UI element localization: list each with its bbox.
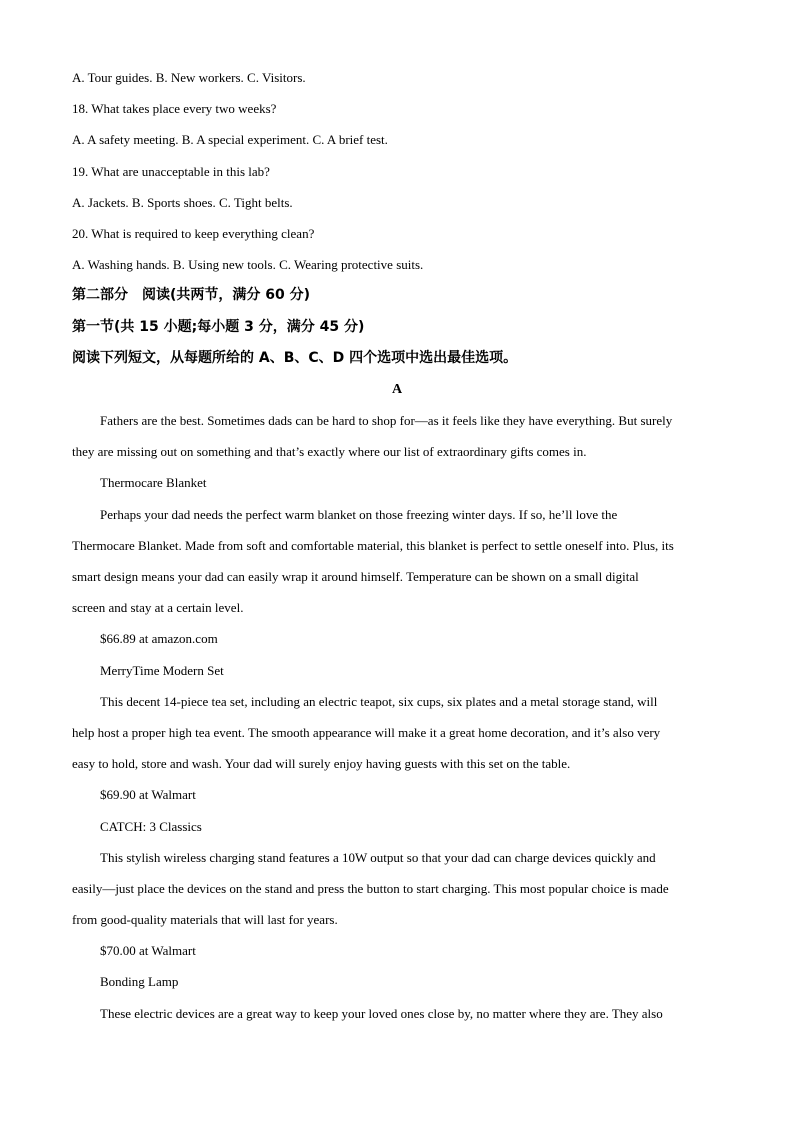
question-18-options: A. A safety meeting. B. A special experiment. C. A brief test. [72,132,388,148]
question-17-options: A. Tour guides. B. New workers. C. Visitors. [72,70,306,85]
item-2-name: MerryTime Modern Set [100,662,224,678]
passage-label: A [391,381,403,397]
item-1-line-1: Perhaps your dad needs the perfect warm blanket on those freezing winter days. If so, he’ll love the [100,506,618,522]
item-3-price: $70.00 at Walmart [100,943,196,959]
item-2-line-2: help host a proper high tea event. The smooth appearance will make it a great home decoration, and it’s also very [72,724,661,740]
question-19: 19. What are unacceptable in this lab? [72,163,270,179]
item-1-price: $66.89 at amazon.com [100,631,218,647]
item-3-line-1: This stylish wireless charging stand features a 10W output so that your dad can charge devices quickly and [100,849,656,865]
item-4-line-1: These electric devices are a great way to keep your loved ones close by, no matter where they are. They also [100,1005,663,1021]
document-page [72,62,722,1029]
item-2-line-1: This decent 14-piece tea set, including an electric teapot, six cups, six plates and a metal storage stand, will [100,693,658,709]
item-1-line-4: screen and stay at a certain level. [72,600,244,616]
item-4-name: Bonding Lamp [100,974,179,990]
item-3-line-2: easily—just place the devices on the stand and press the button to start charging. This most popular choice is made [72,880,669,896]
question-20: 20. What is required to keep everything clean? [72,225,315,241]
question-20-options: A. Washing hands. B. Using new tools. C. Wearing protective suits. [72,257,424,273]
item-1-line-3: smart design means your dad can easily wrap it around himself. Temperature can be shown on a small digital [72,569,639,584]
question-19-options: A. Jackets. B. Sports shoes. C. Tight belts. [72,194,293,210]
item-1-name: Thermocare Blanket [100,475,207,491]
reading-instruction: 阅读下列短文，从每题所给的 A、B、C、D 四个选项中选出最佳选项。 [72,349,518,366]
question-18: 18. What takes place every two weeks? [72,101,277,117]
part-title: 第二部分 阅读(共两节，满分 60 分) [72,287,311,304]
intro-line-1: Fathers are the best. Sometimes dads can be hard to shop for—as it feels like they have everything. But surely [100,413,673,429]
item-3-name: CATCH: 3 Classics [100,818,202,834]
item-1-line-2: Thermocare Blanket. Made from soft and comfortable material, this blanket is perfect to settle oneself into. Plus, its [72,537,674,553]
intro-line-2: they are missing out on something and that’s exactly where our list of extraordinary gifts comes in. [72,444,587,460]
item-3-line-3: from good-quality materials that will last for years. [72,912,338,928]
item-2-line-3: easy to hold, store and wash. Your dad will surely enjoy having guests with this set on the table. [72,756,571,772]
subsection-title: 第一节(共 15 小题;每小题 3 分，满分 45 分) [72,318,365,335]
item-2-price: $69.90 at Walmart [100,787,196,803]
